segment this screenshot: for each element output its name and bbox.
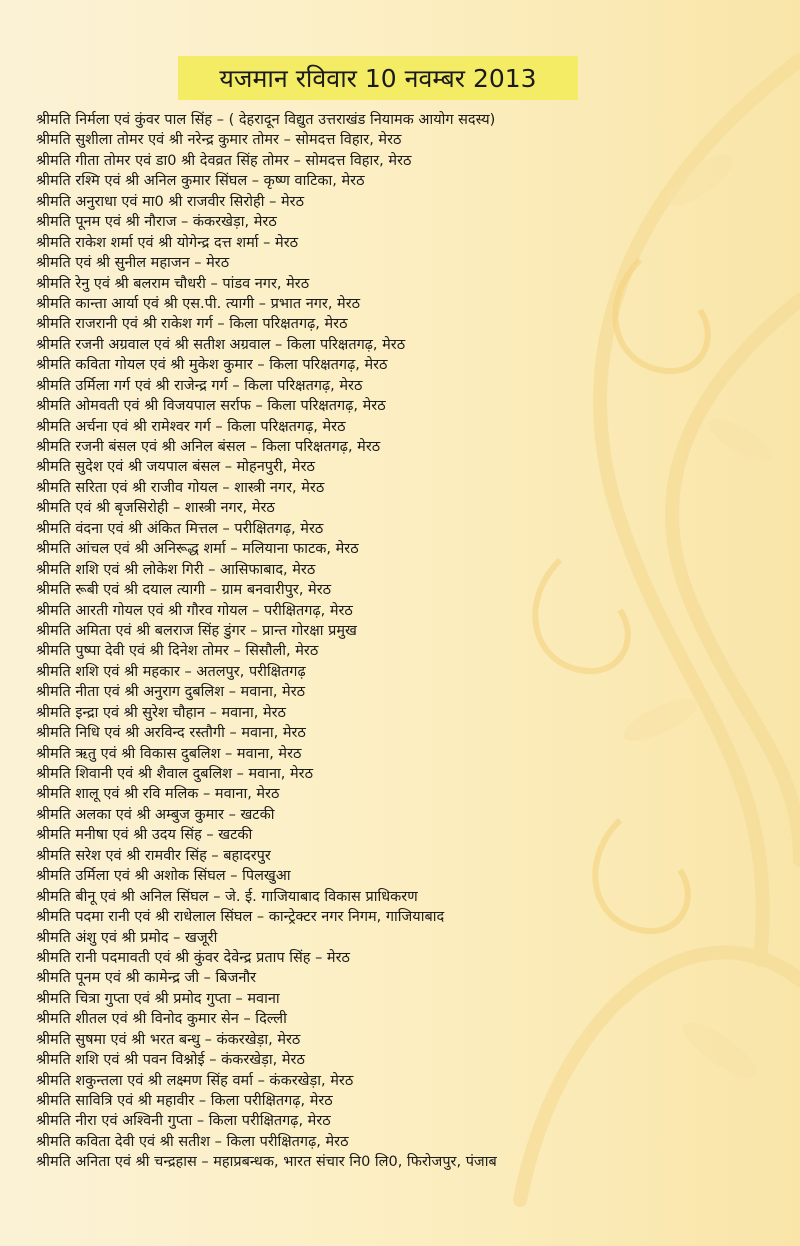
list-item: श्रीमति आंचल एवं श्री अनिरूद्ध शर्मा – मलियाना फाटक, मेरठ <box>36 541 359 558</box>
list-item: श्रीमति ओमवती एवं श्री विजयपाल सर्राफ – किला परिक्षतगढ़, मेरठ <box>36 398 386 415</box>
list-item: श्रीमति एवं श्री बृजसिरोही – शास्त्री नगर, मेरठ <box>36 500 275 517</box>
list-item: श्रीमति पूनम एवं श्री कामेन्द्र जी – बिजनौर <box>36 970 257 987</box>
list-item: श्रीमति बीनू एवं श्री अनिल सिंघल – जे. ई. गाजियाबाद विकास प्राधिकरण <box>36 888 418 905</box>
list-item: श्रीमति कविता गोयल एवं श्री मुकेश कुमार – किला परिक्षतगढ़, मेरठ <box>36 357 388 374</box>
list-item: श्रीमति शशि एवं श्री पवन विश्नोई – कंकरखेड़ा, मेरठ <box>36 1052 305 1069</box>
list-item: श्रीमति पूनम एवं श्री नौराज – कंकरखेड़ा, मेरठ <box>36 214 277 231</box>
list-item: श्रीमति शीतल एवं श्री विनोद कुमार सेन – दिल्ली <box>36 1011 287 1028</box>
list-item: श्रीमति सुशीला तोमर एवं श्री नरेन्द्र कुमार तोमर – सोमदत्त विहार, मेरठ <box>36 132 402 149</box>
list-item: श्रीमति अमिता एवं श्री बलराज सिंह डुंगर – प्रान्त गोरक्षा प्रमुख <box>36 622 357 639</box>
list-item: श्रीमति आरती गोयल एवं श्री गौरव गोयल – परीक्षितगढ़, मेरठ <box>36 602 353 619</box>
list-item: श्रीमति अर्चना एवं श्री रामेश्वर गर्ग – किला परिक्षतगढ़, मेरठ <box>36 418 346 435</box>
page-title: यजमान रविवार 10 नवम्बर 2013 <box>219 64 537 93</box>
list-item: श्रीमति वंदना एवं श्री अंकित मित्तल – परीक्षितगढ़, मेरठ <box>36 520 324 537</box>
list-item: श्रीमति अलका एवं श्री अम्बुज कुमार – खटकी <box>36 806 275 823</box>
list-item: श्रीमति निधि एवं श्री अरविन्द रस्तौगी – मवाना, मेरठ <box>36 725 306 742</box>
yajman-list <box>36 110 766 1173</box>
list-item: श्रीमति निर्मला एवं कुंवर पाल सिंह – ( देहरादून विद्युत उत्तराखंड नियामक आयोग सदस्य) <box>36 112 496 128</box>
list-item: श्रीमति नीता एवं श्री अनुराग दुबलिश – मवाना, मेरठ <box>36 684 306 701</box>
list-item: श्रीमति शशि एवं श्री लोकेश गिरी – आसिफाबाद, मेरठ <box>36 561 316 578</box>
list-item: श्रीमति राजरानी एवं श्री राकेश गर्ग – किला परिक्षतगढ़, मेरठ <box>36 316 348 333</box>
list-item: श्रीमति शशि एवं श्री महकार – अतलपुर, परीक्षितगढ़ <box>36 663 306 680</box>
list-item: श्रीमति रूबी एवं श्री दयाल त्यागी – ग्राम बनवारीपुर, मेरठ <box>36 582 332 599</box>
list-item: श्रीमति नीरा एवं अश्विनी गुप्ता – किला परीक्षितगढ़, मेरठ <box>36 1113 331 1130</box>
list-item: श्रीमति गीता तोमर एवं डा0 श्री देवव्रत सिंह तोमर – सोमदत्त विहार, मेरठ <box>36 152 412 169</box>
list-item: श्रीमति अंशु एवं श्री प्रमोद – खजूरी <box>36 929 218 946</box>
list-item: श्रीमति सावित्रि एवं श्री महावीर – किला परीक्षितगढ़, मेरठ <box>36 1093 333 1109</box>
list-item: श्रीमति सुषमा एवं श्री भरत बन्धु – कंकरखेड़ा, मेरठ <box>36 1031 301 1048</box>
title-banner <box>178 56 578 100</box>
list-item: श्रीमति शकुन्तला एवं श्री लक्ष्मण सिंह वर्मा – कंकरखेड़ा, मेरठ <box>36 1072 354 1089</box>
list-item: श्रीमति ऋतु एवं श्री विकास दुबलिश – मवाना, मेरठ <box>36 745 302 762</box>
list-item: श्रीमति रजनी अग्रवाल एवं श्री सतीश अग्रवाल – किला परिक्षतगढ़, मेरठ <box>36 336 406 353</box>
list-item: श्रीमति सरेश एवं श्री रामवीर सिंह – बहादरपुर <box>36 847 271 864</box>
list-item: श्रीमति रजनी बंसल एवं श्री अनिल बंसल – किला परिक्षतगढ़, मेरठ <box>36 439 381 455</box>
list-item: श्रीमति कान्ता आर्या एवं श्री एस.पी. त्यागी – प्रभात नगर, मेरठ <box>36 295 361 312</box>
list-item: श्रीमति उर्मिला गर्ग एवं श्री राजेन्द्र गर्ग – किला परिक्षतगढ़, मेरठ <box>36 377 363 394</box>
list-item: श्रीमति सुदेश एवं श्री जयपाल बंसल – मोहनपुरी, मेरठ <box>36 459 315 476</box>
list-item: श्रीमति एवं श्री सुनील महाजन – मेरठ <box>36 255 230 272</box>
list-item: श्रीमति शिवानी एवं श्री शैवाल दुबलिश – मवाना, मेरठ <box>36 766 314 782</box>
list-item: श्रीमति रेनु एवं श्री बलराम चौधरी – पांडव नगर, मेरठ <box>36 275 310 292</box>
list-item: श्रीमति सरिता एवं श्री राजीव गोयल – शास्त्री नगर, मेरठ <box>36 479 325 496</box>
list-item: श्रीमति रश्मि एवं श्री अनिल कुमार सिंघल – कृष्ण वाटिका, मेरठ <box>36 173 365 190</box>
list-item: श्रीमति राकेश शर्मा एवं श्री योगेन्द्र दत्त शर्मा – मेरठ <box>36 234 299 251</box>
list-item: श्रीमति अनिता एवं श्री चन्द्रहास – महाप्रबन्धक, भारत संचार नि0 लि0, फिरोजपुर, पंजाब <box>36 1154 497 1171</box>
list-item: श्रीमति चित्रा गुप्ता एवं श्री प्रमोद गुप्ता – मवाना <box>36 990 280 1007</box>
list-item: श्रीमति पदमा रानी एवं श्री राधेलाल सिंघल – कान्ट्रेक्टर नगर निगम, गाजियाबाद <box>36 909 445 926</box>
list-item: श्रीमति उर्मिला एवं श्री अशोक सिंघल – पिलखुआ <box>36 868 291 885</box>
list-item: श्रीमति कविता देवी एवं श्री सतीश – किला परीक्षितगढ़, मेरठ <box>36 1133 349 1150</box>
list-item: श्रीमति अनुराधा एवं मा0 श्री राजवीर सिरोही – मेरठ <box>36 193 304 210</box>
list-item: श्रीमति शालू एवं श्री रवि मलिक – मवाना, मेरठ <box>36 786 280 803</box>
list-item: श्रीमति इन्द्रा एवं श्री सुरेश चौहान – मवाना, मेरठ <box>36 704 286 721</box>
list-item: श्रीमति रानी पदमावती एवं श्री कुंवर देवेन्द्र प्रताप सिंह – मेरठ <box>36 949 350 966</box>
list-item: श्रीमति पुष्पा देवी एवं श्री दिनेश तोमर – सिसौली, मेरठ <box>36 643 319 660</box>
list-item: श्रीमति मनीषा एवं श्री उदय सिंह – खटकी <box>36 827 253 844</box>
